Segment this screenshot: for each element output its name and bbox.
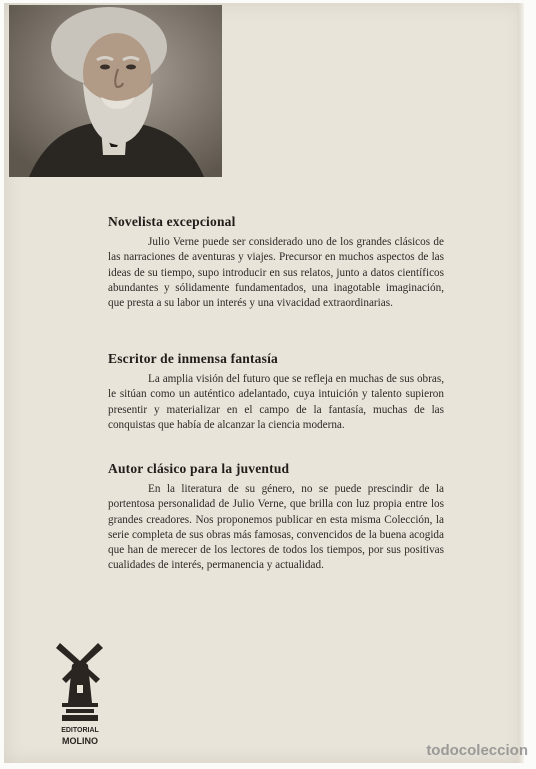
section-paragraph: La amplia visión del futuro que se refleja en muchas de sus obras, le sitúan como un auténtico adelantado, cuya intuición y talento supieron presentir y materializar en el campo de la fantasía, muchas de las conquistas que había de alcanzar la ciencia moderna. xyxy=(108,373,444,431)
cover-edge xyxy=(518,3,524,763)
book-back-cover xyxy=(4,3,524,763)
author-portrait xyxy=(9,5,222,177)
publisher-name: MOLINO xyxy=(62,736,98,746)
publisher-label: EDITORIAL xyxy=(61,727,99,734)
portrait-photo xyxy=(9,5,222,177)
section-novelista xyxy=(108,214,444,311)
section-escritor xyxy=(108,351,444,433)
section-autor xyxy=(108,461,444,574)
watermark: todocoleccion xyxy=(426,742,528,759)
section-heading: Novelista excepcional xyxy=(108,214,236,229)
windmill-icon xyxy=(54,639,106,729)
section-heading: Autor clásico para la juventud xyxy=(108,461,290,476)
section-heading: Escritor de inmensa fantasía xyxy=(108,351,278,366)
section-paragraph: En la literatura de su género, no se puede prescindir de la portentosa personalidad de Julio Verne, que brilla con luz propia entre los grandes creadores. Nos proponemos publicar en esta misma Colección, la serie completa de sus obras más famosas, convencidos de la buena acogida que han de merecer de los lectores de todos los tiempos, por sus positivas cualidades de interés, permanencia y actualidad. xyxy=(108,483,444,572)
section-paragraph: Julio Verne puede ser considerado uno de los grandes clásicos de las narraciones de aventuras y viajes. Precursor en muchos aspectos de las ideas de su tiempo, supo introducir en sus relatos, junto a datos científicos abundantes y sólidamente fundamentados, una inagotable imaginación, que presta a su labor un interés y una vivacidad extraordinarias. xyxy=(108,236,444,310)
